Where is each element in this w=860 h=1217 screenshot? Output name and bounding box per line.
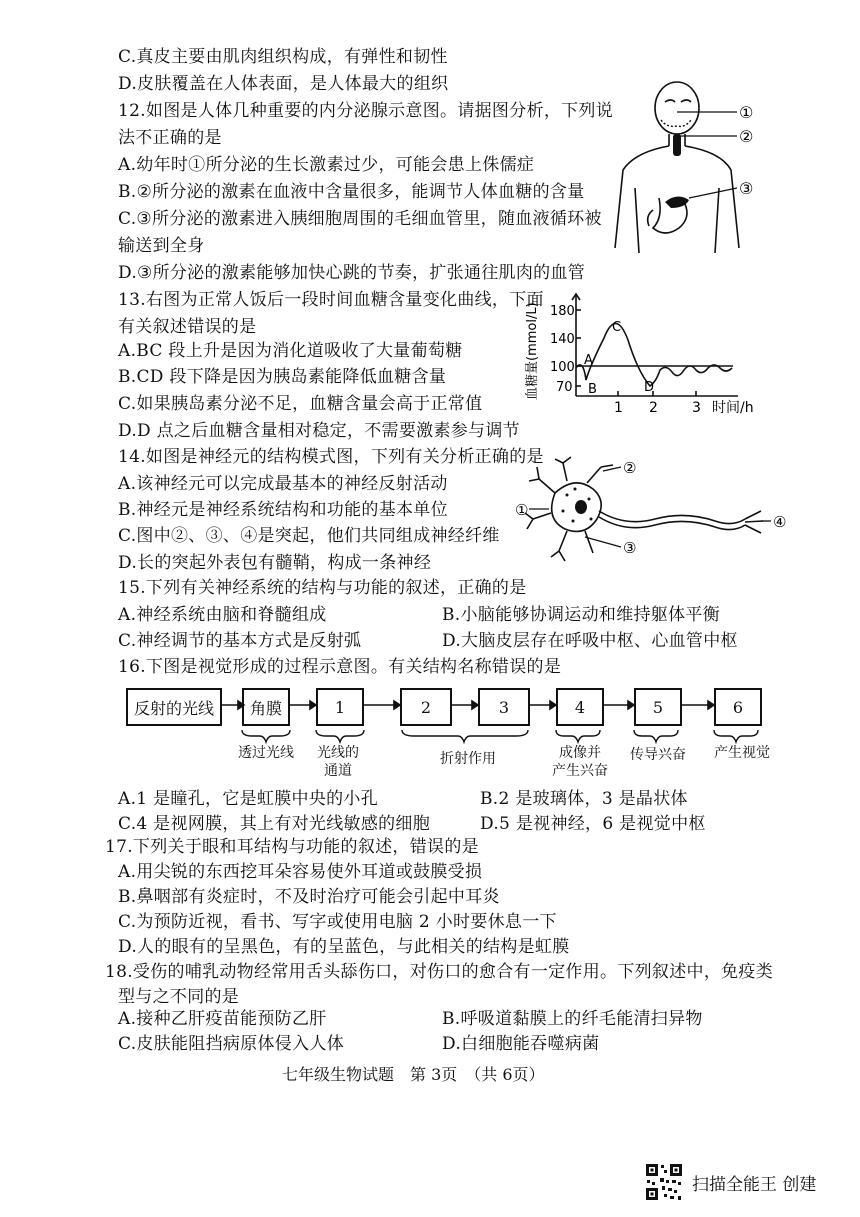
x-tick-3: 3 [692, 400, 701, 416]
q18-option-b: B.呼吸道黏膜上的纤毛能清扫异物 [442, 1009, 703, 1029]
q18-option-d: D.白细胞能吞噬病菌 [442, 1034, 600, 1054]
watermark-text: 扫描全能王 创建 [692, 1174, 817, 1195]
caption-produce-vision: 产生视觉 [714, 745, 770, 761]
q12-option-c-line1: C.③所分泌的激素进入胰细胞周围的毛细血管里，随血液循环被 [118, 209, 602, 229]
point-label-a: A [584, 353, 593, 368]
flow-box-5: 5 [634, 688, 682, 726]
q13-stem-line1: 13.右图为正常人饭后一段时间血糖含量变化曲线，下面 [118, 290, 544, 310]
q12-stem-line1: 12.如图是人体几种重要的内分泌腺示意图。请据图分析，下列说 [118, 101, 614, 121]
q17-option-d: D.人的眼有的呈黑色，有的呈蓝色，与此相关的结构是虹膜 [118, 937, 570, 957]
q14-option-b: B.神经元是神经系统结构和功能的基本单位 [118, 500, 448, 520]
y-tick-70: 70 [556, 380, 573, 395]
neuron-label-1: ① [515, 501, 529, 519]
q13-option-c: C.如果胰岛素分泌不足，血糖含量会高于正常值 [118, 394, 483, 414]
neuron-figure [515, 455, 795, 570]
scanner-watermark [644, 1162, 816, 1202]
q14-stem: 14.如图是神经元的结构模式图，下列有关分析正确的是 [118, 447, 544, 467]
q13-option-a: A.BC 段上升是因为消化道吸收了大量葡萄糖 [118, 341, 463, 361]
q13-option-b: B.CD 段下降是因为胰岛素能降低血糖含量 [118, 367, 447, 387]
caption-light-channel: 光线的 通道 [317, 745, 359, 779]
flow-box-6: 6 [714, 688, 762, 726]
x-tick-2: 2 [649, 400, 658, 416]
q15-option-c: C.神经调节的基本方式是反射弧 [118, 631, 362, 651]
q18-option-a: A.接种乙肝疫苗能预防乙肝 [118, 1009, 327, 1029]
q15-option-b: B.小脑能够协调运动和维持躯体平衡 [442, 605, 720, 625]
y-tick-140: 140 [550, 332, 575, 347]
q17-option-c: C.为预防近视，看书、写字或使用电脑 2 小时要休息一下 [118, 912, 557, 932]
gland-label-3: ③ [739, 179, 754, 198]
flow-box-4: 4 [556, 688, 604, 726]
q13-option-d: D.D 点之后血糖含量相对稳定，不需要激素参与调节 [118, 421, 520, 441]
endocrine-gland-figure [605, 78, 785, 258]
q17-stem: 17.下列关于眼和耳结构与功能的叙述，错误的是 [105, 837, 479, 857]
q14-option-a: A.该神经元可以完成最基本的神经反射活动 [118, 474, 448, 494]
gland-label-2: ② [739, 127, 754, 146]
q17-option-b: B.鼻咽部有炎症时，不及时治疗可能会引起中耳炎 [118, 887, 500, 907]
qr-code-icon [644, 1162, 684, 1202]
q13-stem-line2: 有关叙述错误的是 [118, 317, 257, 337]
flow-box-2: 2 [400, 688, 452, 726]
neuron-label-2: ② [623, 459, 637, 477]
q16-option-b: B.2 是玻璃体，3 是晶状体 [480, 789, 688, 809]
q11-option-c: C.真皮主要由肌肉组织构成，有弹性和韧性 [118, 47, 448, 67]
point-label-d: D [644, 380, 655, 395]
q12-stem-line2: 法不正确的是 [118, 128, 222, 148]
y-tick-100: 100 [550, 360, 575, 375]
flow-box-1: 1 [316, 688, 364, 726]
flow-box-reflected-light: 反射的光线 [126, 688, 222, 726]
q15-option-d: D.大脑皮层存在呼吸中枢、心血管中枢 [442, 631, 738, 651]
flow-box-3: 3 [478, 688, 530, 726]
q18-stem-line1: 18.受伤的哺乳动物经常用舌头舔伤口，对伤口的愈合有一定作用。下列叙述中，免疫类 [105, 962, 774, 982]
q18-option-c: C.皮肤能阻挡病原体侵入人体 [118, 1034, 345, 1054]
caption-conduct-excitation: 传导兴奋 [630, 747, 686, 763]
q12-option-a: A.幼年时①所分泌的生长激素过少，可能会患上侏儒症 [118, 155, 535, 175]
chart-y-axis-label: 血糖量(mmol/L) [525, 302, 540, 400]
neuron-label-4: ④ [773, 513, 787, 531]
q16-option-c: C.4 是视网膜，其上有对光线敏感的细胞 [118, 814, 431, 834]
blood-glucose-chart [525, 288, 796, 420]
caption-transmit-light: 透过光线 [238, 745, 294, 761]
q12-option-c-line2: 输送到全身 [118, 236, 205, 256]
flow-arrows-and-braces [120, 690, 770, 746]
q16-option-a: A.1 是瞳孔，它是虹膜中央的小孔 [118, 789, 378, 809]
q12-option-d: D.③所分泌的激素能够加快心跳的节奏，扩张通往肌肉的血管 [118, 263, 586, 283]
q15-stem: 15.下列有关神经系统的结构与功能的叙述，正确的是 [118, 578, 527, 598]
q14-option-c: C.图中②、③、④是突起，他们共同组成神经纤维 [118, 526, 500, 546]
q15-option-a: A.神经系统由脑和脊髓组成 [118, 605, 327, 625]
gland-label-1: ① [739, 103, 754, 122]
caption-image-excitation: 成像并 产生兴奋 [552, 745, 608, 779]
caption-refraction: 折射作用 [440, 751, 496, 767]
point-label-b: B [588, 382, 597, 397]
flow-box-cornea: 角膜 [242, 688, 290, 726]
y-tick-180: 180 [550, 304, 575, 319]
q17-option-a: A.用尖锐的东西挖耳朵容易使外耳道或鼓膜受损 [118, 862, 483, 882]
page-footer: 七年级生物试题 第 3页 （共 6页） [282, 1065, 545, 1084]
point-label-c: C [612, 320, 622, 335]
x-tick-1: 1 [614, 400, 623, 416]
q14-option-d: D.长的突起外表包有髓鞘，构成一条神经 [118, 553, 432, 573]
q16-stem: 16.下图是视觉形成的过程示意图。有关结构名称错误的是 [118, 657, 562, 677]
q11-option-d: D.皮肤覆盖在人体表面，是人体最大的组织 [118, 74, 449, 94]
chart-x-axis-label: 时间/h [712, 400, 754, 416]
q16-option-d: D.5 是视神经，6 是视觉中枢 [480, 814, 706, 834]
q18-stem-line2: 型与之不同的是 [118, 987, 240, 1007]
q12-option-b: B.②所分泌的激素在血液中含量很多，能调节人体血糖的含量 [118, 182, 585, 202]
neuron-label-3: ③ [623, 539, 637, 557]
